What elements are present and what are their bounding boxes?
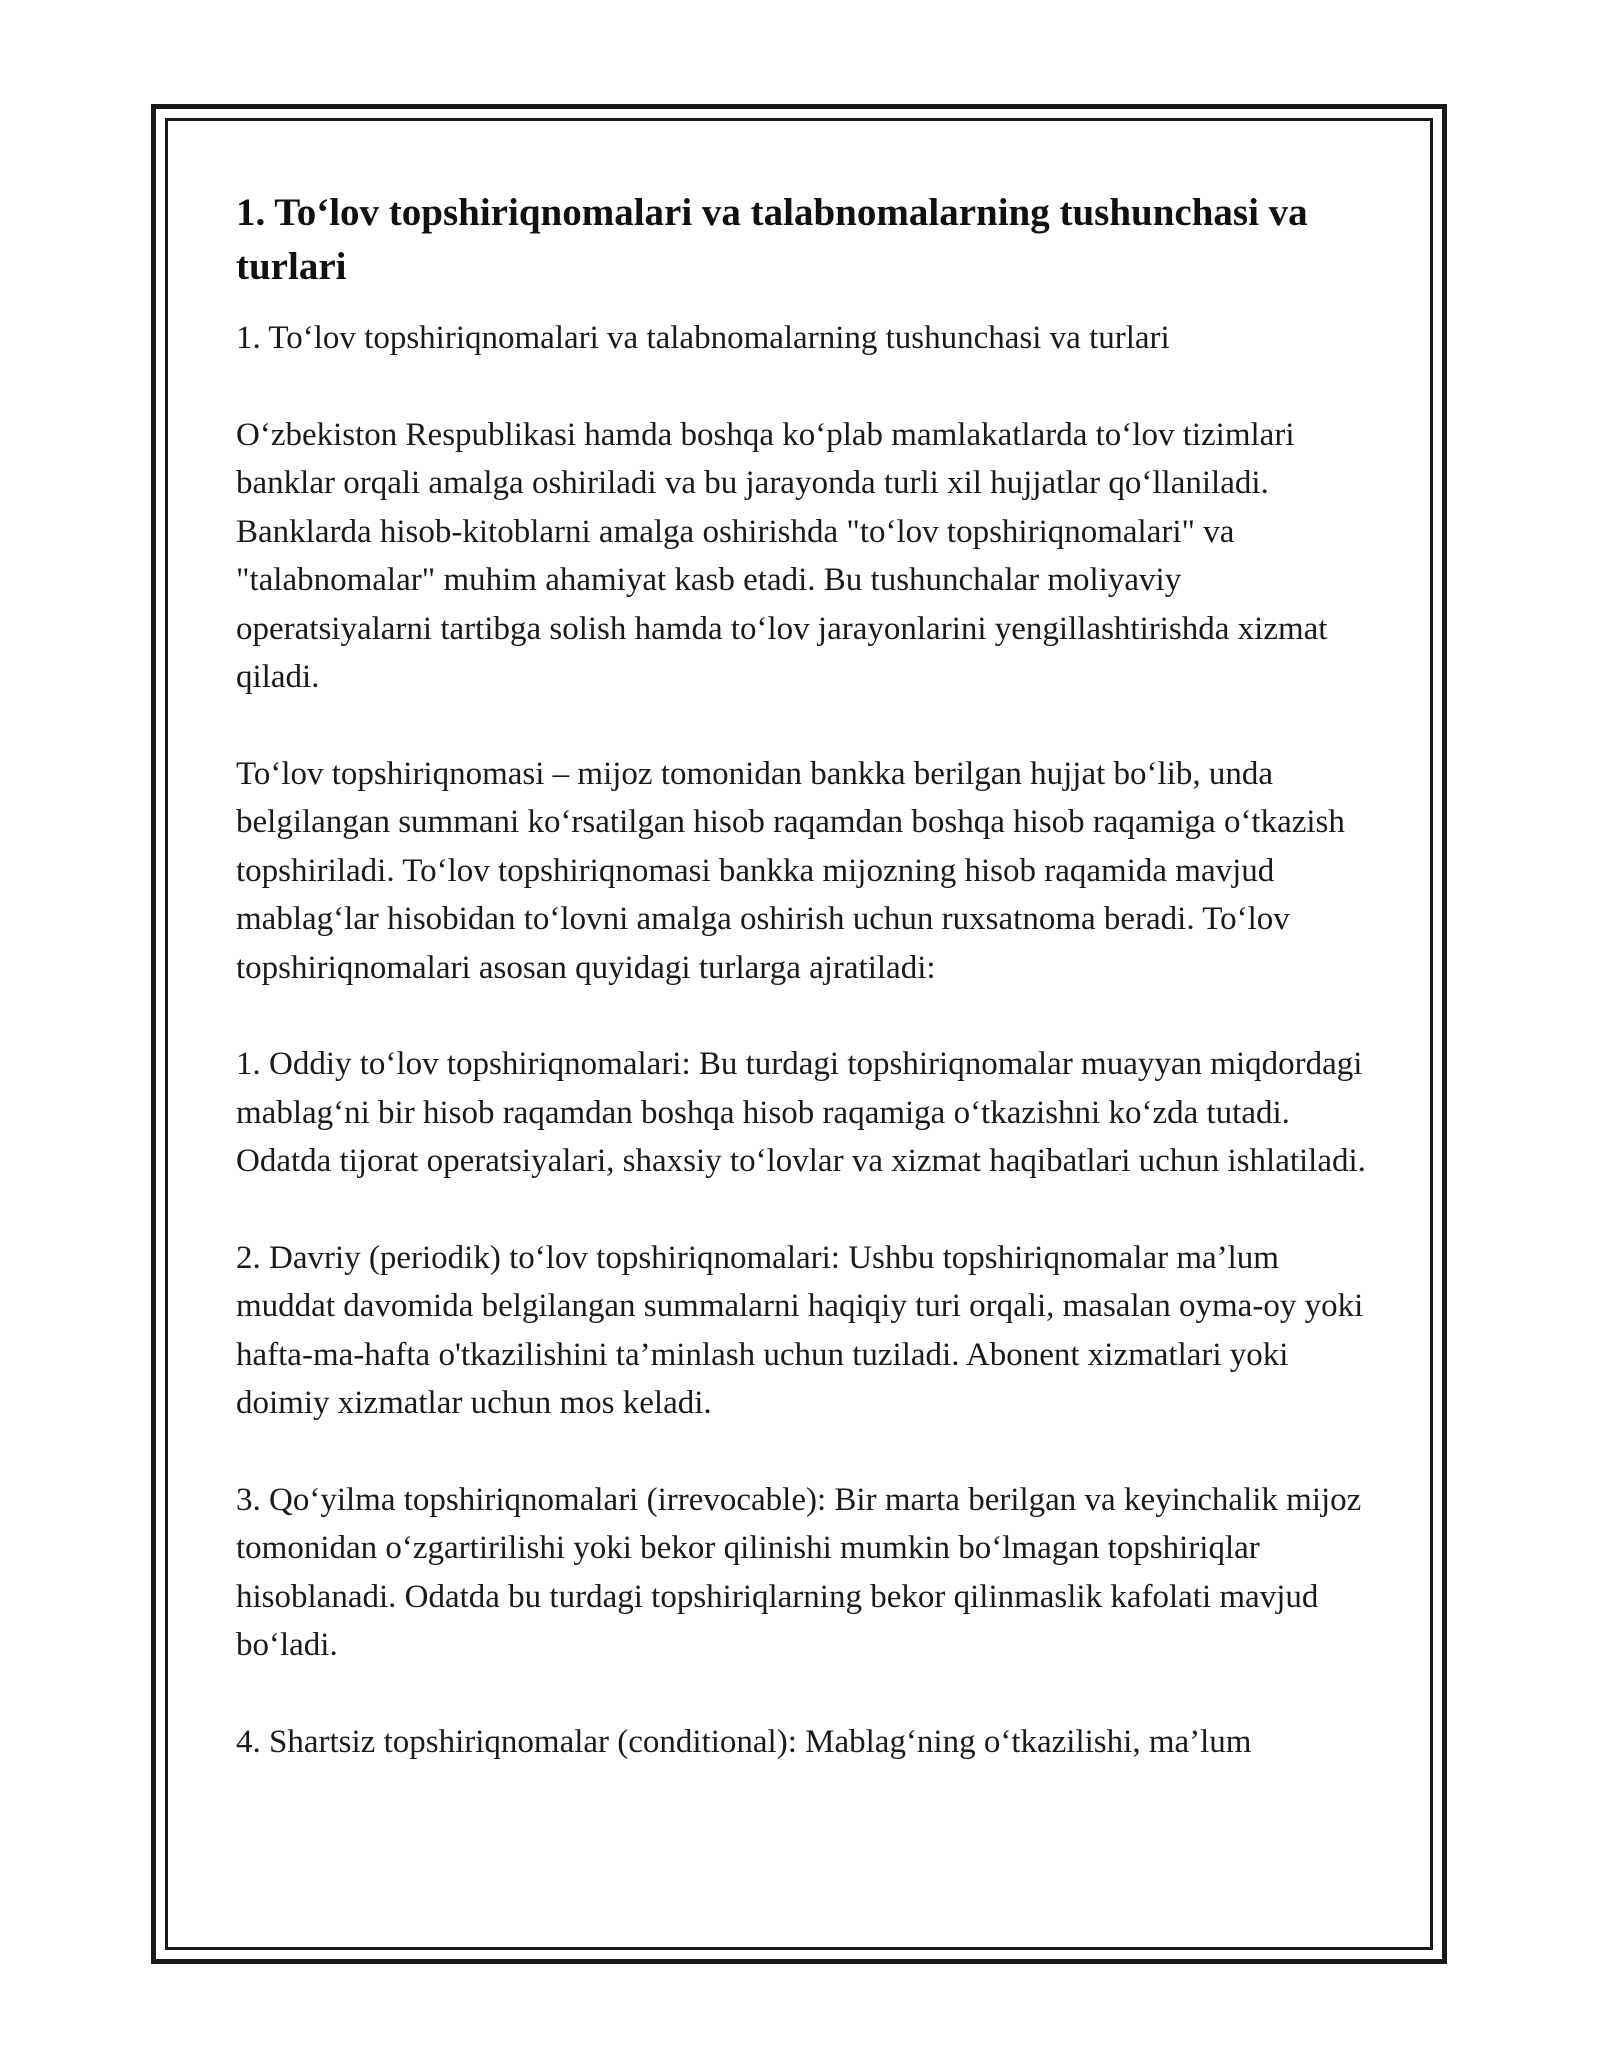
paragraph-subtitle: 1. To‘lov topshiriqnomalari va talabnomalarning tushunchasi va turlari (236, 320, 1170, 356)
paragraph-intro: O‘zbekiston Respublikasi hamda boshqa ko‘plab mamlakatlarda to‘lov tizimlari banklar orqali amalga oshiriladi va bu jarayonda turli xil hujjatlar qo‘llaniladi. Banklarda hisob-kitoblarni amalga oshirishda "to‘lov topshiriqnomalari" va "talabnomalar" muhim ahamiyat kasb etadi. Bu tushunchalar moliyaviy operatsiyalarni tartibga solish hamda to‘lov jarayonlarini yengillashtirishda xizmat qiladi. (236, 416, 1328, 695)
paragraph-type-3: 3. Qo‘yilma topshiriqnomalari (irrevocable): Bir marta berilgan va keyinchalik mijoz tomonidan o‘zgartirilishi yoki bekor qilinishi mumkin bo‘lmagan topshiriqlar hisoblanadi. Odatda bu turdagi topshiriqlarning bekor qilinmaslik kafolati mavjud bo‘ladi. (236, 1481, 1362, 1663)
document-heading: 1. To‘lov topshiriqnomalari va talabnomalarning tushunchasi va turlari (236, 191, 1308, 288)
paragraph-type-4: 4. Shartsiz topshiriqnomalar (conditional): Mablag‘ning o‘tkazilishi, ma’lum (236, 1723, 1252, 1760)
document-body (236, 186, 1376, 1814)
paragraph-type-1: 1. Oddiy to‘lov topshiriqnomalari: Bu turdagi topshiriqnomalar muayyan miqdordagi mablag‘ni bir hisob raqamdan boshqa hisob raqamiga o‘tkazishni ko‘zda tutadi. Odatda tijorat operatsiyalari, shaxsiy to‘lovlar va xizmat haqibatlari uchun ishlatiladi. (236, 1046, 1366, 1179)
paragraph-type-2: 2. Davriy (periodik) to‘lov topshiriqnomalari: Ushbu topshiriqnomalar ma’lum muddat davomida belgilangan summalarni haqiqiy turi orqali, masalan oyma-oy yoki hafta-ma-hafta o'tkazilishini ta’minlash uchun tuziladi. Abonent xizmatlari yoki doimiy xizmatlar uchun mos keladi. (236, 1239, 1364, 1421)
paragraph-definition: To‘lov topshiriqnomasi – mijoz tomonidan bankka berilgan hujjat bo‘lib, unda belgilangan summani ko‘rsatilgan hisob raqamdan boshqa hisob raqamiga o‘tkazish topshiriladi. To‘lov topshiriqnomasi bankka mijozning hisob raqamida mavjud mablag‘lar hisobidan to‘lovni amalga oshirish uchun ruxsatnoma beradi. To‘lov topshiriqnomalari asosan quyidagi turlarga ajratiladi: (236, 755, 1345, 986)
